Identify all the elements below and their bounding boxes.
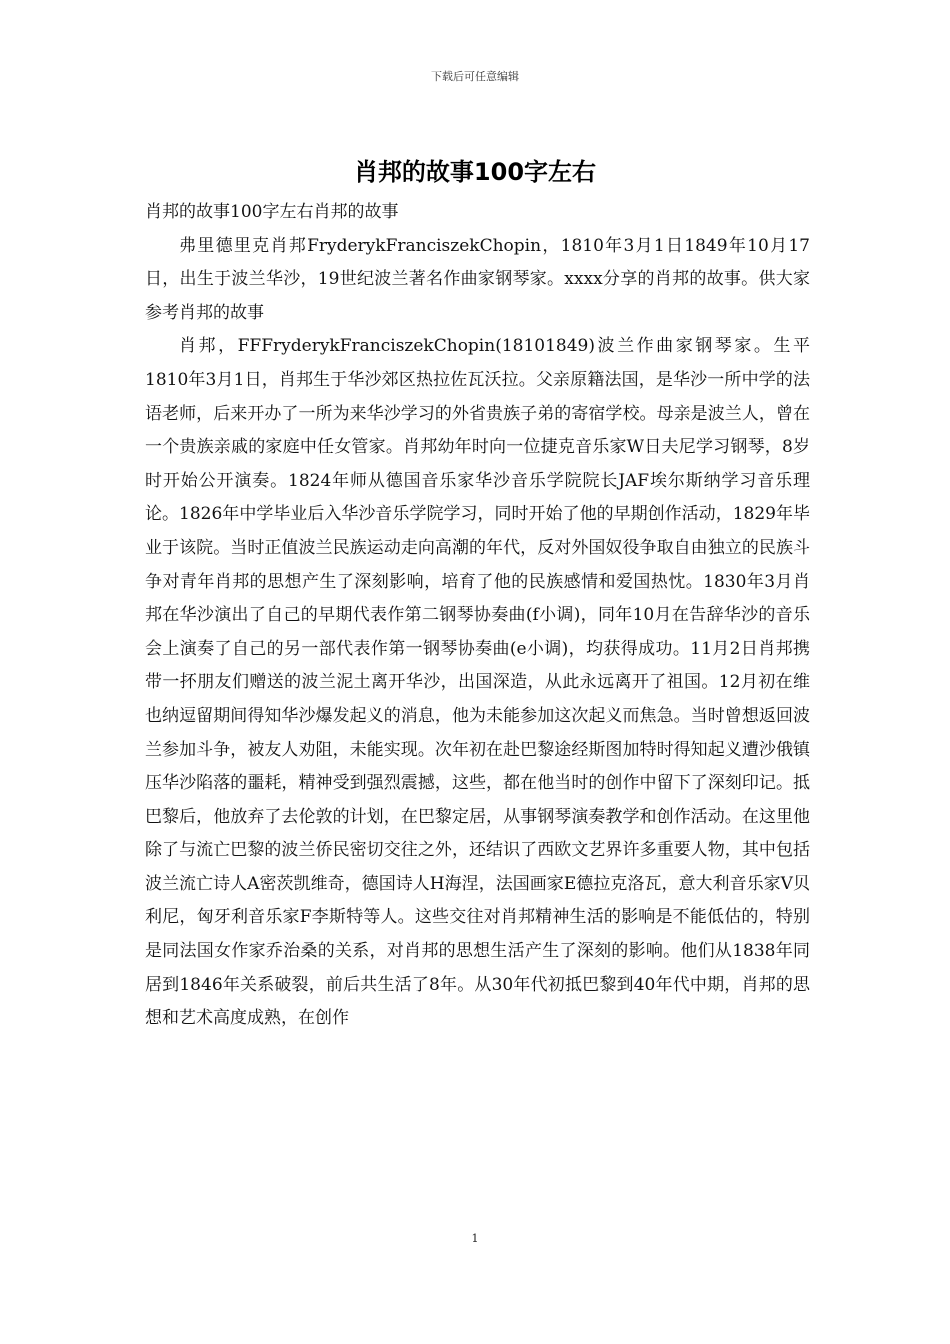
biography-paragraph: 肖邦，FFFryderykFranciszekChopin(18101849)波兰作曲家钢琴家。生平1810年3月1日，肖邦生于华沙郊区热拉佐瓦沃拉。父亲原籍法国，是华沙一所中学的法语老师，后来开办了一所为来华沙学习的外省贵族子弟的寄宿学校。母亲是波兰人，曾在一个贵族亲戚的家庭中任女管家。肖邦幼年时向一位捷克音乐家W日夫尼学习钢琴，8岁时开始公开演奏。1824年师从德国音乐家华沙音乐学院院长JAF埃尔斯纳学习音乐理论。1826年中学毕业后入华沙音乐学院学习，同时开始了他的早期创作活动，1829年毕业于该院。当时正值波兰民族运动走向高潮的年代，反对外国奴役争取自由独立的民族斗争对青年肖邦的思想产生了深刻影响，培育了他的民族感情和爱国热忱。1830年3月肖邦在华沙演出了自己的早期代表作第二钢琴协奏曲(f小调)，同年10月在告辞华沙的音乐会上演奏了自己的另一部代表作第一钢琴协奏曲(e小调)，均获得成功。11月2日肖邦携带一抔朋友们赠送的波兰泥土离开华沙，出国深造，从此永远离开了祖国。12月初在维也纳逗留期间得知华沙爆发起义的消息，他为未能参加这次起义而焦急。当时曾想返回波兰参加斗争，被友人劝阻，未能实现。次年初在赴巴黎途经斯图加特时得知起义遭沙俄镇压华沙陷落的噩耗，精神受到强烈震撼，这些，都在他当时的创作中留下了深刻印记。抵巴黎后，他放弃了去伦敦的计划，在巴黎定居，从事钢琴演奏教学和创作活动。在这里他除了与流亡巴黎的波兰侨民密切交往之外，还结识了西欧文艺界许多重要人物，其中包括波兰流亡诗人A密茨凯维奇，德国诗人H海涅，法国画家E德拉克洛瓦，意大利音乐家V贝利尼，匈牙利音乐家F李斯特等人。这些交往对肖邦精神生活的影响是不能低估的，特别是同法国女作家乔治桑的关系，对肖邦的思想生活产生了深刻的影响。他们从1838年同居到1846年关系破裂，前后共生活了8年。从30年代初抵巴黎到40年代中期，肖邦的思想和艺术高度成熟，在创作 — [145, 336, 810, 1029]
page-title: 肖邦的故事100字左右 — [353, 158, 597, 186]
page-number: 1 — [471, 1232, 479, 1245]
subtitle-line: 肖邦的故事100字左右肖邦的故事 — [145, 202, 399, 222]
header-note: 下载后可任意编辑 — [431, 70, 519, 83]
intro-paragraph: 弗里德里克肖邦FryderykFranciszekChopin，1810年3月1日1849年10月17日，出生于波兰华沙，19世纪波兰著名作曲家钢琴家。xxxx分享的肖邦的故事。供大家参考肖邦的故事 — [145, 235, 810, 323]
article-body — [145, 196, 810, 1036]
